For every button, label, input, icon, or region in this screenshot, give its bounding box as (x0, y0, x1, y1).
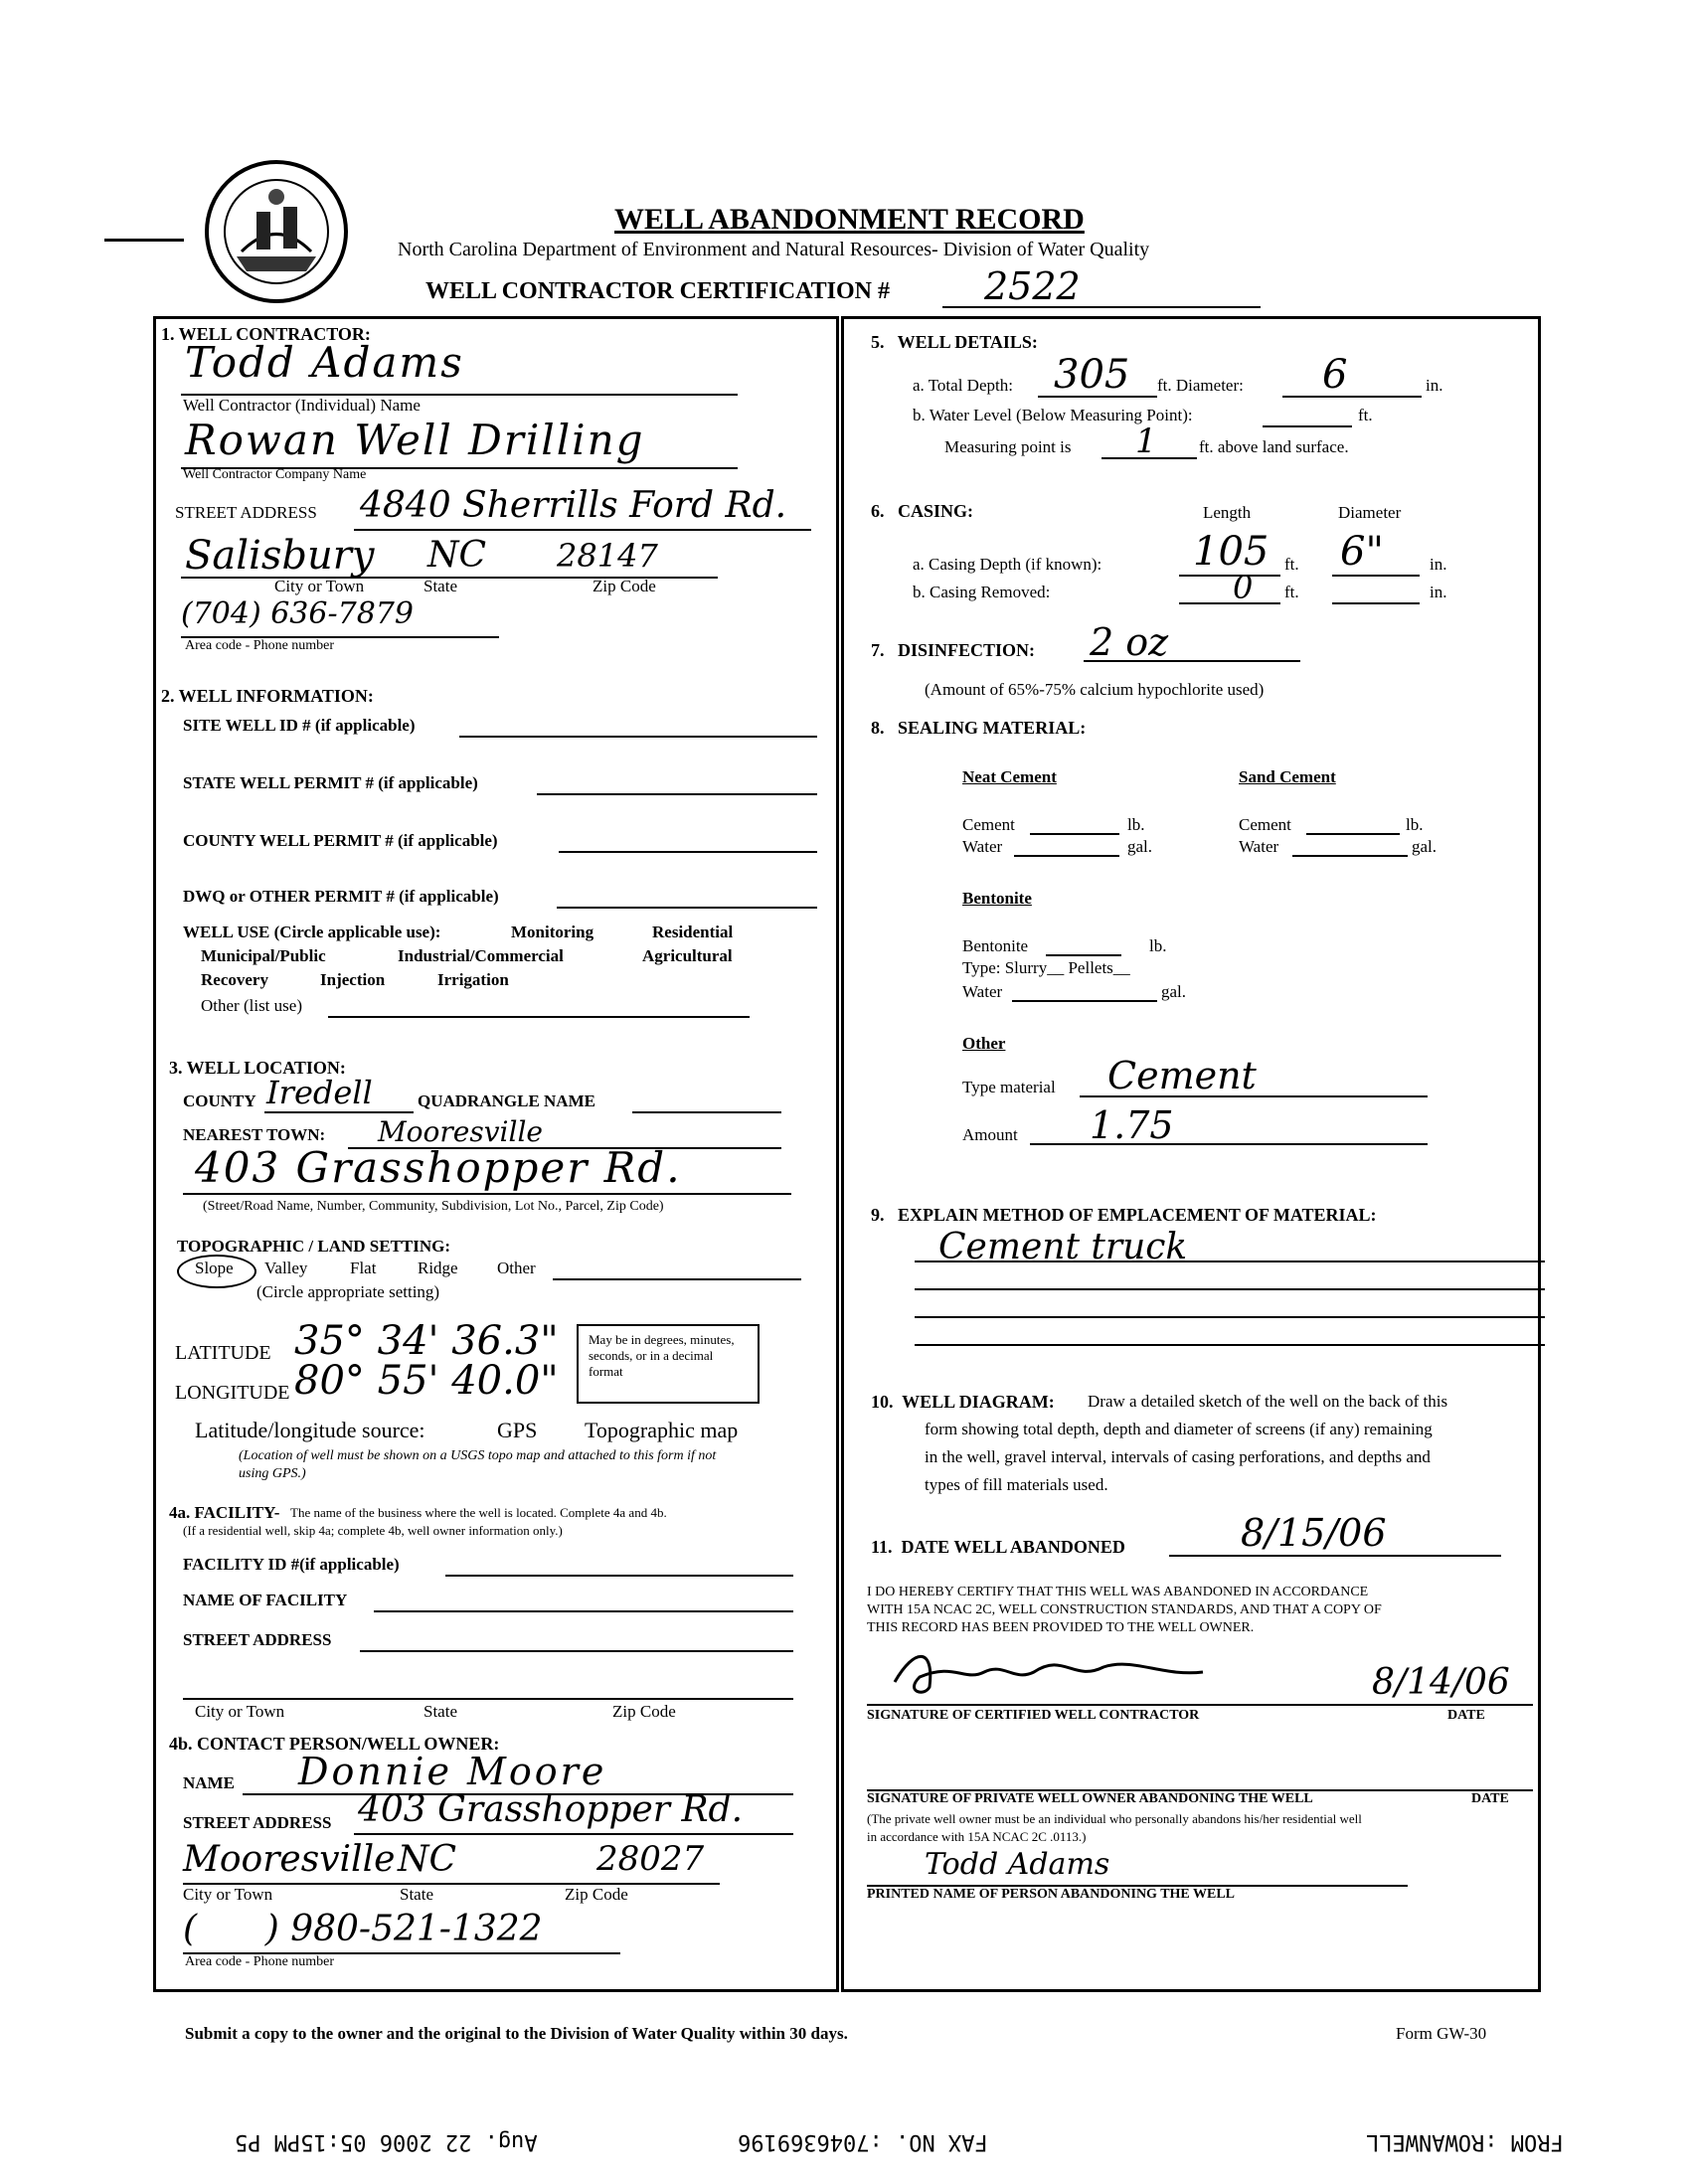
section-7-heading: 7. DISINFECTION: (871, 640, 1036, 660)
degree-note: May be in degrees, minutes, seconds, or in a decimal format (589, 1332, 735, 1379)
state-value[interactable]: NC (427, 535, 487, 576)
contractor-signature-label: SIGNATURE OF CERTIFIED WELL CONTRACTOR (867, 1708, 1200, 1723)
owner-state-label: State (400, 1885, 433, 1904)
facility-zip-label: Zip Code (612, 1702, 676, 1721)
amount-label: Amount (962, 1125, 1018, 1144)
bentonite-water-label: Water (962, 982, 1003, 1001)
printed-name-label: PRINTED NAME OF PERSON ABANDONING THE WELL (867, 1887, 1236, 1902)
topo-valley[interactable]: Valley (264, 1259, 308, 1277)
section-10-heading: 10. WELL DIAGRAM: (871, 1392, 1055, 1412)
other-material-head: Other (962, 1034, 1006, 1053)
site-well-id-label: SITE WELL ID # (if applicable) (183, 716, 416, 735)
diameter-value[interactable]: 6 (1322, 352, 1348, 398)
page-title: WELL ABANDONMENT RECORD (614, 203, 1085, 236)
topo-note: (Circle appropriate setting) (256, 1282, 440, 1301)
county-permit-label: COUNTY WELL PERMIT # (if applicable) (183, 831, 498, 850)
contractor-date-label: DATE (1447, 1708, 1485, 1723)
measuring-point-value[interactable]: 1 (1135, 421, 1157, 461)
section-9-heading: 9. EXPLAIN METHOD OF EMPLACEMENT OF MATERIAL: (871, 1205, 1377, 1225)
facility-city-label: City or Town (195, 1702, 285, 1721)
measuring-point-label: Measuring point is (944, 437, 1072, 456)
type-material-value[interactable]: Cement (1107, 1054, 1257, 1097)
casing-depth-value[interactable]: 105 (1193, 529, 1270, 575)
longitude-value[interactable]: 80° 55' 40.0" (294, 1358, 559, 1404)
owner-name-value[interactable]: Donnie Moore (298, 1750, 607, 1793)
dwq-permit-label: DWQ or OTHER PERMIT # (if applicable) (183, 887, 499, 906)
phone-value[interactable]: (704) 636-7879 (181, 596, 414, 631)
owner-street-label: STREET ADDRESS (183, 1813, 332, 1832)
contractor-signature[interactable] (875, 1642, 1233, 1702)
city-label: City or Town (274, 577, 365, 595)
contractor-name-value[interactable]: Todd Adams (185, 338, 464, 387)
use-agricultural[interactable]: Agricultural (642, 946, 733, 965)
phone-label: Area code - Phone number (185, 638, 335, 653)
owner-phone-value[interactable]: ( ) 980-521-1322 (183, 1909, 543, 1949)
section-5-heading: 5. WELL DETAILS: (871, 332, 1038, 352)
casing-diameter-header: Diameter (1338, 503, 1402, 522)
facility-id-label: FACILITY ID #(if applicable) (183, 1555, 400, 1574)
nc-state-seal (202, 157, 351, 306)
city-value[interactable]: Salisbury (185, 533, 375, 579)
bentonite-label: Bentonite (962, 936, 1029, 955)
owner-zip-label: Zip Code (565, 1885, 628, 1904)
owner-phone-label: Area code - Phone number (185, 1954, 335, 1969)
section-6-heading: 6. CASING: (871, 501, 974, 521)
owner-date-label: DATE (1471, 1791, 1509, 1806)
sand-cement-label: Cement (1239, 815, 1291, 834)
date-abandoned-value[interactable]: 8/15/06 (1241, 1511, 1387, 1555)
owner-city-label: City or Town (183, 1885, 273, 1904)
casing-diameter-value[interactable]: 6" (1340, 529, 1384, 575)
neat-cement-label: Cement (962, 815, 1015, 834)
owner-street-value[interactable]: 403 Grasshopper Rd. (358, 1789, 744, 1830)
facility-name-label: NAME OF FACILITY (183, 1591, 348, 1609)
sand-water-label: Water (1239, 837, 1279, 856)
type-material-label: Type material (962, 1078, 1056, 1096)
sand-water-gal: gal. (1412, 837, 1438, 856)
neat-water-label: Water (962, 837, 1003, 856)
scan-mark (104, 239, 184, 242)
section-4a-heading: 4a. FACILITY- (169, 1503, 280, 1522)
diagram-text-1: Draw a detailed sketch of the well on the back of this (1088, 1392, 1448, 1411)
street-note: (Street/Road Name, Number, Community, Subdivision, Lot No., Parcel, Zip Code) (203, 1199, 664, 1214)
use-recovery[interactable]: Recovery (201, 970, 268, 989)
casing-depth-ft: ft. (1284, 555, 1299, 574)
topo-other[interactable]: Other (497, 1259, 536, 1277)
owner-name-label: NAME (183, 1773, 235, 1792)
disinfection-note: (Amount of 65%-75% calcium hypochlorite used) (925, 680, 1265, 699)
bentonite-head: Bentonite (962, 889, 1032, 908)
county-value[interactable]: Iredell (266, 1074, 373, 1111)
fax-header-number: FAX NO. :7046369196 (738, 2129, 988, 2154)
company-name-value[interactable]: Rowan Well Drilling (185, 416, 645, 464)
latitude-value[interactable]: 35° 34' 36.3" (294, 1318, 559, 1364)
amount-value[interactable]: 1.75 (1090, 1103, 1174, 1147)
contractor-name-label: Well Contractor (Individual) Name (183, 396, 421, 415)
zip-value[interactable]: 28147 (557, 537, 658, 575)
casing-depth-label: a. Casing Depth (if known): (913, 555, 1102, 574)
owner-signature-label: SIGNATURE OF PRIVATE WELL OWNER ABANDONING THE WELL (867, 1791, 1313, 1806)
street-address-label: STREET ADDRESS (175, 503, 317, 522)
zip-label: Zip Code (593, 577, 656, 595)
in-label: in. (1426, 376, 1443, 395)
section-8-heading: 8. SEALING MATERIAL: (871, 718, 1087, 738)
use-residential[interactable]: Residential (652, 923, 734, 941)
section-1-heading: 1. WELL CONTRACTOR: (161, 324, 371, 344)
emplacement-value[interactable]: Cement truck (938, 1227, 1188, 1267)
certification-number[interactable]: 2522 (984, 264, 1081, 308)
state-permit-label: STATE WELL PERMIT # (if applicable) (183, 773, 478, 792)
sand-cement-head: Sand Cement (1239, 767, 1336, 786)
nearest-town-value[interactable]: Mooresville (378, 1115, 543, 1148)
bentonite-lb: lb. (1149, 936, 1167, 955)
latitude-label: LATITUDE (175, 1342, 271, 1364)
printed-name-value[interactable]: Todd Adams (925, 1847, 1110, 1882)
water-level-ft: ft. (1358, 406, 1373, 424)
diagram-text-2: form showing total depth, depth and diameter of screens (if any) remaining (925, 1420, 1433, 1438)
street-address-value[interactable]: 4840 Sherrills Ford Rd. (360, 485, 787, 526)
fax-header-from: FROM :ROWANWELL (1366, 2129, 1564, 2154)
owner-note-2: in accordance with 15A NCAC 2C .0113.) (867, 1829, 1087, 1844)
neat-cement-head: Neat Cement (962, 767, 1057, 786)
section-2-heading: 2. WELL INFORMATION: (161, 686, 374, 706)
degree-note-box (577, 1324, 760, 1404)
use-industrial[interactable]: Industrial/Commercial (398, 946, 564, 965)
topo-label: TOPOGRAPHIC / LAND SETTING: (177, 1237, 451, 1256)
water-level-label: b. Water Level (Below Measuring Point): (913, 406, 1193, 424)
casing-length-header: Length (1203, 503, 1252, 522)
well-street-value[interactable]: 403 Grasshopper Rd. (195, 1143, 682, 1192)
diagram-text-4: types of fill materials used. (925, 1475, 1108, 1494)
section-3-heading: 3. WELL LOCATION: (169, 1058, 346, 1078)
use-monitoring[interactable]: Monitoring (511, 923, 594, 941)
bentonite-type[interactable]: Type: Slurry__ Pellets__ (962, 958, 1130, 977)
casing-removed-ft: ft. (1284, 583, 1299, 601)
section-4a-note: The name of the business where the well is located. Complete 4a and 4b. (290, 1505, 667, 1520)
certify-line-3: THIS RECORD HAS BEEN PROVIDED TO THE WELL OWNER. (867, 1620, 1255, 1635)
section-4a-note-2: (If a residential well, skip 4a; complete 4b, well owner information only.) (183, 1523, 563, 1538)
company-name-label: Well Contractor Company Name (183, 467, 367, 482)
submit-note: Submit a copy to the owner and the original to the Division of Water Quality within 30 days. (185, 2024, 848, 2043)
latlon-source-note: (Location of well must be shown on a USGS topo map and attached to this form if not using GPS.) (239, 1448, 717, 1481)
casing-removed-value[interactable]: 0 (1233, 569, 1254, 606)
casing-removed-in: in. (1430, 583, 1447, 601)
neat-water-gal: gal. (1127, 837, 1153, 856)
latlon-source-topo[interactable]: Topographic map (585, 1418, 739, 1442)
well-use-label: WELL USE (Circle applicable use): (183, 923, 441, 941)
signature-date-value[interactable]: 8/14/06 (1372, 1662, 1510, 1703)
total-depth-value[interactable]: 305 (1054, 352, 1130, 398)
owner-note-1: (The private well owner must be an individual who personally abandons his/her residential well (867, 1811, 1362, 1826)
facility-state-label: State (424, 1702, 457, 1721)
latlon-source-gps[interactable]: GPS (497, 1418, 538, 1442)
agency-subtitle: North Carolina Department of Environment and Natural Resources- Division of Water Quality (398, 239, 1150, 260)
owner-zip-value[interactable]: 28027 (596, 1839, 705, 1879)
sand-cement-lb: lb. (1406, 815, 1424, 834)
quadrangle-label: QUADRANGLE NAME (418, 1092, 595, 1110)
certification-label: WELL CONTRACTOR CERTIFICATION # (425, 278, 891, 304)
latlon-source-label: Latitude/longitude source: (195, 1418, 425, 1442)
disinfection-value[interactable]: 2 oz (1090, 620, 1169, 664)
topo-ridge[interactable]: Ridge (418, 1259, 458, 1277)
total-depth-label: a. Total Depth: (913, 376, 1013, 395)
above-land-label: ft. above land surface. (1199, 437, 1349, 456)
certify-line-2: WITH 15A NCAC 2C, WELL CONSTRUCTION STANDARDS, AND THAT A COPY OF (867, 1602, 1382, 1617)
ft-diameter-label: ft. Diameter: (1157, 376, 1244, 395)
bentonite-water-gal: gal. (1161, 982, 1187, 1001)
other-use-label: Other (list use) (201, 996, 302, 1015)
neat-cement-lb: lb. (1127, 815, 1145, 834)
topo-flat[interactable]: Flat (350, 1259, 377, 1277)
nearest-town-label: NEAREST TOWN: (183, 1125, 326, 1144)
topo-slope[interactable]: Slope (195, 1259, 234, 1277)
diagram-text-3: in the well, gravel interval, intervals of casing perforations, and depths and (925, 1447, 1431, 1466)
owner-state-value[interactable]: NC (398, 1839, 457, 1880)
use-irrigation[interactable]: Irrigation (437, 970, 509, 989)
section-11-heading: 11. DATE WELL ABANDONED (871, 1537, 1125, 1557)
section-4b-heading: 4b. CONTACT PERSON/WELL OWNER: (169, 1734, 500, 1754)
use-injection[interactable]: Injection (320, 970, 386, 989)
certify-line-1: I DO HEREBY CERTIFY THAT THIS WELL WAS ABANDONED IN ACCORDANCE (867, 1585, 1369, 1599)
longitude-label: LONGITUDE (175, 1382, 290, 1404)
facility-street-label: STREET ADDRESS (183, 1630, 332, 1649)
use-municipal[interactable]: Municipal/Public (201, 946, 326, 965)
casing-removed-label: b. Casing Removed: (913, 583, 1051, 601)
fax-header-time: Aug. 22 2006 05:15PM P5 (235, 2129, 538, 2154)
owner-city-value[interactable]: Mooresville (183, 1839, 396, 1880)
form-number: Form GW-30 (1396, 2024, 1487, 2043)
casing-depth-in: in. (1430, 555, 1447, 574)
county-label: COUNTY (183, 1092, 256, 1110)
state-label: State (424, 577, 457, 595)
